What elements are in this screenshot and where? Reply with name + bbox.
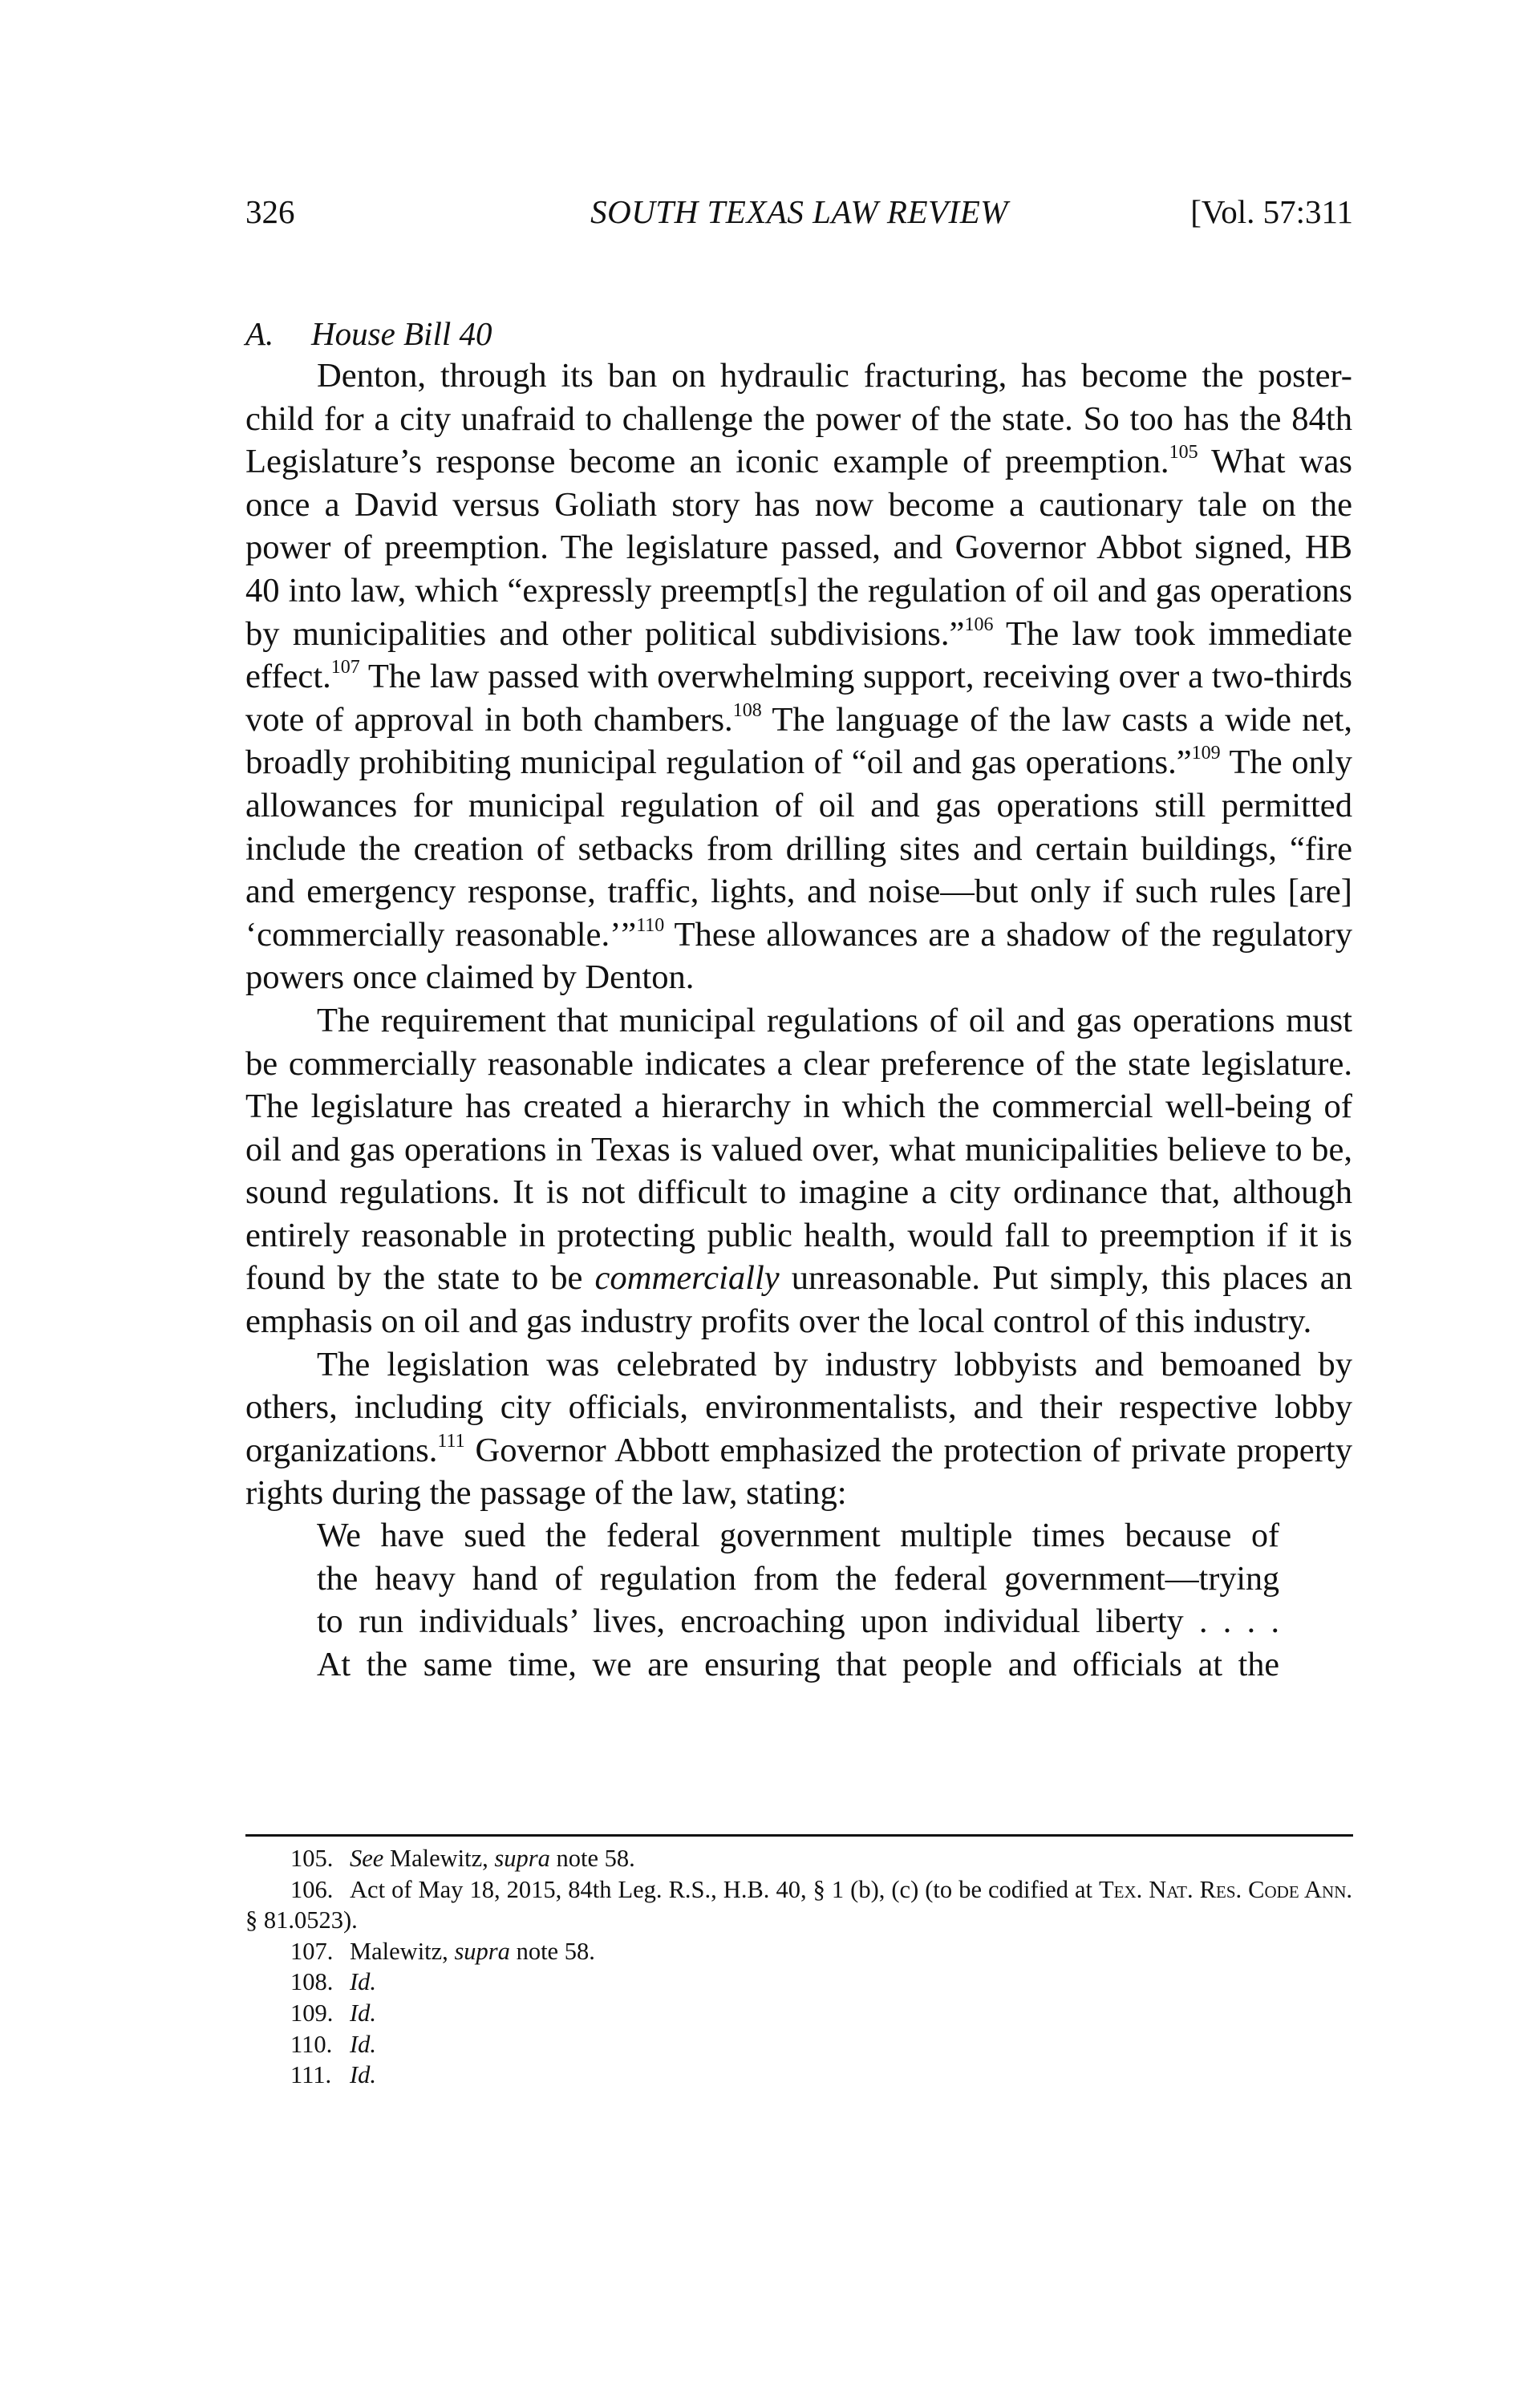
footnote-text: note 58. [509,1937,595,1965]
text-run: The language of the law casts a wide net, broadly prohibiting municipal regulation of “oil and gas operations.” [245,700,1352,782]
text-run: These allowances are a shadow of the regulatory powers once claimed by Denton. [245,915,1352,997]
footnote-text: Malewitz, [350,1937,455,1965]
section-letter: A. [245,315,274,352]
quote-line: the heavy hand of regulation from the federal government—trying [317,1560,1279,1598]
running-head [245,188,1353,236]
block-quote [317,1515,1279,1687]
citation-signal: See [350,1845,384,1872]
section-heading [245,311,492,356]
paragraph [245,1343,1352,1515]
footnote-number: 105. [290,1845,334,1872]
quote-line: We have sued the federal government multiple times because of [317,1517,1279,1555]
footnote [245,1998,1352,2029]
text-run: The legislation was celebrated by industry lobbyists and bemoaned by others, including city officials, environmentalists, and their respective lobby organizations. [245,1345,1352,1469]
text-run: unreasonable. Put simply, this places an emphasis on oil and gas industry profits over the local control of this industry. [245,1259,1352,1341]
footnote-text: Malewitz, [383,1845,495,1872]
footnote [245,1874,1352,1936]
code-citation: Tex. Nat. Res. Code Ann. [1099,1875,1353,1903]
footnote [245,1936,1352,1967]
page-number: 326 [245,193,295,230]
paragraph [245,999,1352,1343]
section-title: House Bill 40 [311,315,492,352]
footnote-number: 108. [290,1968,334,1996]
footnote [245,2060,1352,2091]
id-citation: Id. [350,1999,377,2027]
footnote-number: 110. [290,2030,333,2058]
footnote-number: 106. [290,1875,334,1903]
footnote-number: 111. [290,2061,332,2089]
text-run: What was once a David versus Goliath story has now become a cautionary tale on the power of preemption. The legislature passed, and Governor Abbot signed, HB 40 into law, which “expressly preempt[s] the regulation of oil and gas operations by municipalities and other political subdivisions.” [245,443,1353,653]
footnote-ref[interactable]: 109 [1191,743,1221,764]
quote-line: to run individuals’ lives, encroaching upon individual liberty . . . . [317,1603,1279,1641]
footnotes [245,1843,1352,2091]
footnote-number: 109. [290,1999,334,2027]
paragraph [245,354,1352,999]
text-run: The law passed with overwhelming support, receiving over a two-thirds vote of approval in both chambers. [245,658,1352,739]
supra: supra [454,1937,510,1965]
id-citation: Id. [350,2061,377,2089]
footnote-text: Act of May 18, 2015, 84th Leg. R.S., H.B. 40, § 1 (b), (c) (to be codified at [350,1875,1100,1903]
footnote-divider [245,1834,1353,1837]
footnote-ref[interactable]: 108 [732,699,762,721]
footnote-ref[interactable]: 111 [437,1430,465,1452]
supra: supra [494,1845,550,1872]
text-run: The only allowances for municipal regulation of oil and gas operations still permitted include the creation of setbacks from drilling sites and certain buildings, “fire and emergency response, traffic, lights, and noise—but only if such rules [are] ‘commercially reasonable.’” [245,743,1352,954]
footnote-ref[interactable]: 110 [636,914,665,936]
volume-citation: [Vol. 57:311 [1190,193,1353,230]
journal-title: SOUTH TEXAS LAW REVIEW [590,193,1008,230]
quote-line: At the same time, we are ensuring that people and officials at the [317,1646,1279,1683]
footnote [245,1967,1352,1998]
footnote-text: § 81.0523). [245,1906,358,1934]
emphasis: commercially [594,1259,780,1298]
footnote-number: 107. [290,1937,334,1965]
text-run: Denton, through its ban on hydraulic fracturing, has become the poster-child for a city unafraid to challenge the power of the state. So too has the 84th Legislature’s response become an iconic example of preemption. [245,357,1352,481]
footnote-ref[interactable]: 106 [964,614,994,635]
text-run: The law took immediate effect. [245,614,1353,696]
footnote-text: note 58. [549,1845,635,1872]
footnote-ref[interactable]: 107 [330,657,360,679]
footnote [245,1843,1352,1874]
text-run: The requirement that municipal regulations of oil and gas operations must be commercially reasonable indicates a clear preference of the state legislature. The legislature has created a hierarchy in which the commercial well-being of oil and gas operations in Texas is valued over, what municipalities believe to be, sound regulations. It is not difficult to imagine a city ordinance that, although entirely reasonable in protecting public health, would fall to preemption if it is found by the state to be [245,1001,1352,1298]
id-citation: Id. [350,2030,377,2058]
footnote-ref[interactable]: 105 [1169,442,1198,464]
id-citation: Id. [350,1968,377,1996]
text-run: Governor Abbott emphasized the protection of private property rights during the passage of the law, stating: [245,1431,1352,1513]
body-text [245,354,1352,1687]
footnote [245,2029,1352,2060]
